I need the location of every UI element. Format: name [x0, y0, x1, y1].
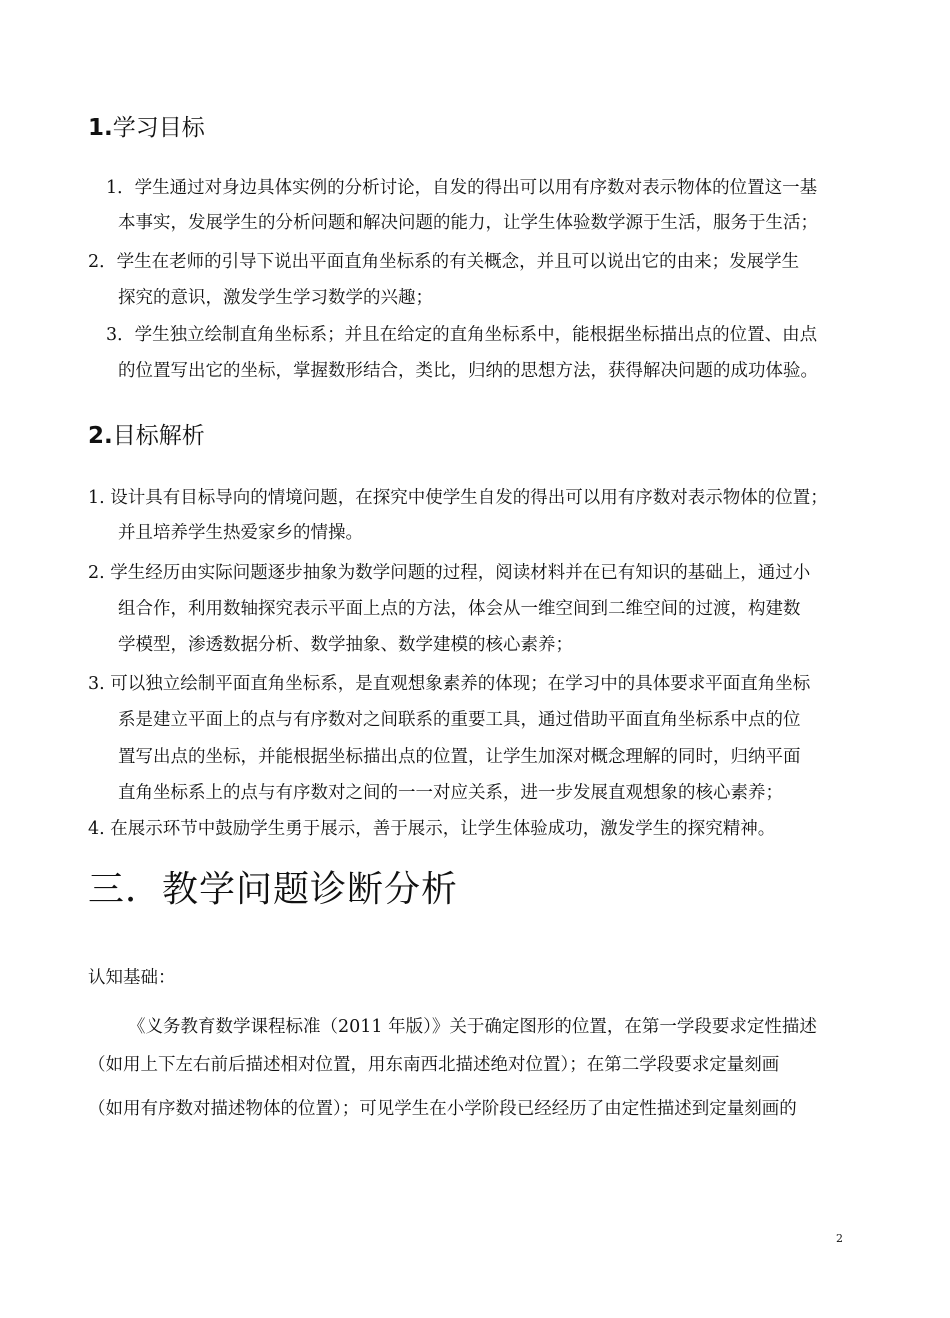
section-2-title: 目标解析: [112, 423, 205, 449]
section-2-heading: [88, 421, 205, 451]
section-1-line: 本事实，发展学生的分析问题和解决问题的能力，让学生体验数学源于生活，服务于生活；: [118, 213, 818, 233]
section-2-line: 系是建立平面上的点与有序数对之间联系的重要工具，通过借助平面直角坐标系中点的位: [118, 710, 801, 730]
section-3-line: （如用上下左右前后描述相对位置，用东南西北描述绝对位置）；在第二学段要求定量刻画: [88, 1055, 780, 1075]
section-1-number: 1.: [88, 115, 113, 141]
section-2-line: 2. 学生经历由实际问题逐步抽象为数学问题的过程，阅读材料并在已有知识的基础上，通过小: [88, 563, 811, 583]
section-1-heading: [88, 113, 205, 143]
section-2-line: 3. 可以独立绘制平面直角坐标系，是直观想象素养的体现；在学习中的具体要求平面直角坐标: [88, 674, 811, 694]
section-2-line: 4. 在展示环节中鼓励学生勇于展示，善于展示，让学生体验成功，激发学生的探究精神。: [88, 819, 776, 839]
section-1-title: 学习目标: [112, 115, 205, 141]
section-3-subtitle: 认知基础：: [88, 968, 176, 988]
section-1-line: 3．学生独立绘制直角坐标系；并且在给定的直角坐标系中，能根据坐标描出点的位置、由点: [106, 325, 818, 345]
section-3-line: 《义务教育数学课程标准（2011 年版）》关于确定图形的位置，在第一学段要求定性描述: [128, 1017, 817, 1037]
section-2-number: 2.: [88, 423, 113, 449]
section-2-line: 学模型，渗透数据分析、数学抽象、数学建模的核心素养；: [118, 635, 573, 655]
section-2-line: 直角坐标系上的点与有序数对之间的一一对应关系，进一步发展直观想象的核心素养；: [118, 783, 783, 803]
section-2-line: 1. 设计具有目标导向的情境问题，在探究中使学生自发的得出可以用有序数对表示物体的位置；: [88, 488, 828, 508]
page-number: 2: [836, 1232, 843, 1245]
section-2-line: 置写出点的坐标，并能根据坐标描出点的位置，让学生加深对概念理解的同时，归纳平面: [118, 747, 801, 767]
section-3-line: （如用有序数对描述物体的位置）；可见学生在小学阶段已经经历了由定性描述到定量刻画的: [88, 1099, 797, 1119]
section-3-heading: 三．教学问题诊断分析: [88, 869, 459, 910]
section-1-line: 探究的意识，激发学生学习数学的兴趣；: [118, 288, 433, 308]
section-1-line: 1．学生通过对身边具体实例的分析讨论，自发的得出可以用有序数对表示物体的位置这一基: [106, 178, 818, 198]
section-1-line: 2．学生在老师的引导下说出平面直角坐标系的有关概念，并且可以说出它的由来；发展学生: [88, 252, 800, 272]
section-2-line: 并且培养学生热爱家乡的情操。: [118, 523, 363, 543]
section-1-line: 的位置写出它的坐标，掌握数形结合，类比，归纳的思想方法，获得解决问题的成功体验。: [118, 361, 818, 381]
section-2-line: 组合作，利用数轴探究表示平面上点的方法，体会从一维空间到二维空间的过渡，构建数: [118, 599, 801, 619]
